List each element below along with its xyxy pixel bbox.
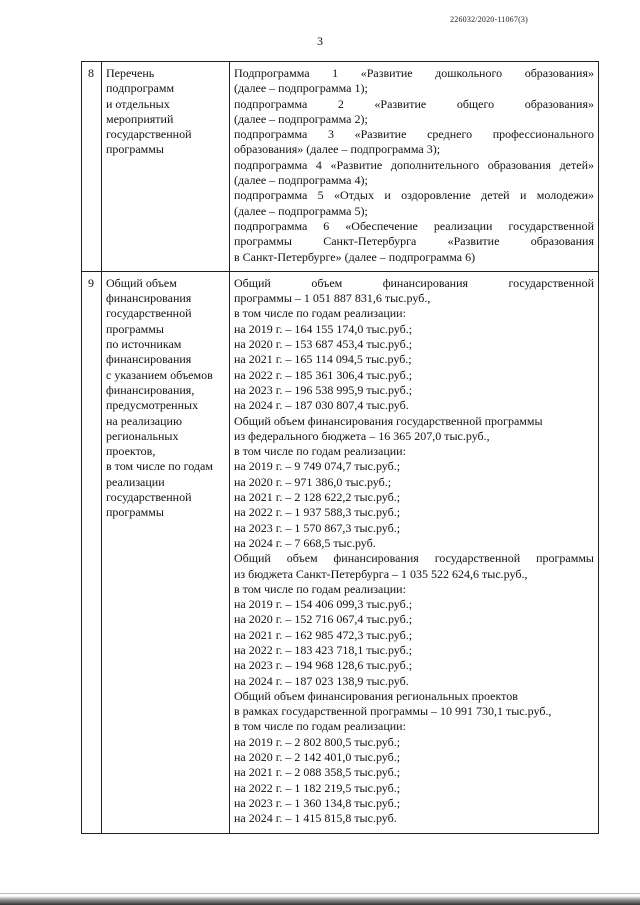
text-line: по источникам	[106, 337, 182, 352]
page-number: 3	[317, 34, 323, 48]
text-line: в том числе по годам реализации:	[234, 444, 406, 459]
text-line: (далее – подпрограмма 5);	[234, 203, 368, 218]
text-line: Общий объем финансирования региональных проектов	[234, 688, 518, 703]
text-line: программы Санкт-Петербурга «Развитие образования	[234, 234, 594, 249]
text-line: на 2020 г. – 152 716 067,4 тыс.руб.;	[234, 612, 413, 627]
text-line: на 2023 г. – 1 570 867,3 тыс.руб.;	[234, 520, 401, 535]
row-value	[230, 62, 599, 272]
text-line: на 2022 г. – 1 182 219,5 тыс.руб.;	[234, 780, 401, 795]
row-number: 8	[82, 62, 102, 272]
text-line: Общий объем	[106, 275, 177, 290]
text-line: государственной	[106, 490, 192, 505]
text-line: реализации	[106, 474, 165, 489]
text-line: на 2022 г. – 183 423 718,1 тыс.руб.;	[234, 642, 413, 657]
text-line: предусмотренных	[106, 398, 199, 413]
text-line: на 2022 г. – 185 361 306,4 тыс.руб.;	[234, 367, 413, 382]
text-line: Перечень	[106, 66, 155, 80]
text-line: на 2020 г. – 2 142 401,0 тыс.руб.;	[234, 750, 401, 765]
text-line: Общий объем финансирования государственной	[234, 275, 594, 290]
table-row	[82, 62, 599, 272]
row-value	[230, 271, 599, 833]
text-line: на 2023 г. – 194 968 128,6 тыс.руб.;	[234, 658, 413, 673]
text-line: подпрограмм	[106, 81, 175, 96]
text-line: на 2024 г. – 187 023 138,9 тыс.руб.	[234, 673, 409, 688]
text-line: на 2023 г. – 196 538 995,9 тыс.руб.;	[234, 382, 413, 397]
text-line: на 2024 г. – 7 668,5 тыс.руб.	[234, 535, 376, 550]
text-line: региональных	[106, 428, 179, 443]
text-line: финансирования	[106, 352, 192, 367]
text-line: на 2021 г. – 2 128 622,2 тыс.руб.;	[234, 490, 401, 505]
text-line: с указанием объемов	[106, 367, 213, 382]
text-line: из бюджета Санкт-Петербурга – 1 035 522 624,6 тыс.руб.,	[234, 566, 528, 581]
text-line: на 2024 г. – 187 030 807,4 тыс.руб.	[234, 398, 409, 413]
text-line: подпрограмма 2 «Развитие общего образования»	[234, 96, 594, 111]
program-passport-table	[81, 61, 599, 834]
text-line: и отдельных	[106, 96, 170, 111]
text-line: подпрограмма 3 «Развитие среднего профессионального	[234, 127, 594, 142]
text-line: на 2020 г. – 971 386,0 тыс.руб.;	[234, 474, 392, 489]
text-line: образования» (далее – подпрограмма 3);	[234, 142, 441, 157]
text-line: Подпрограмма 1 «Развитие дошкольного образования»	[234, 66, 594, 80]
text-line: государственной	[106, 306, 192, 321]
text-line: на 2022 г. – 1 937 588,3 тыс.руб.;	[234, 505, 401, 520]
text-line: на 2021 г. – 162 985 472,3 тыс.руб.;	[234, 627, 413, 642]
document-id: 226032/2020-11067(3)	[450, 15, 528, 24]
text-line: подпрограмма 5 «Отдых и оздоровление детей и молодежи»	[234, 188, 594, 203]
text-line: в том числе по годам реализации:	[234, 306, 406, 321]
text-line: Общий объем финансирования государственной программы	[234, 413, 543, 428]
text-line: на 2019 г. – 9 749 074,7 тыс.руб.;	[234, 459, 401, 474]
text-line: на 2019 г. – 164 155 174,0 тыс.руб.;	[234, 321, 413, 336]
text-line: на реализацию	[106, 413, 182, 428]
text-line: подпрограмма 6 «Обеспечение реализации государственной	[234, 218, 594, 233]
text-line: (далее – подпрограмма 2);	[234, 111, 368, 126]
text-line: в Санкт-Петербурге» (далее – подпрограмма 6)	[234, 249, 476, 264]
text-line: из федерального бюджета – 16 365 207,0 тыс.руб.,	[234, 428, 490, 443]
text-line: на 2021 г. – 165 114 094,5 тыс.руб.;	[234, 352, 412, 367]
text-line: программы	[106, 142, 164, 157]
text-line: мероприятий	[106, 111, 174, 126]
text-line: на 2019 г. – 154 406 099,3 тыс.руб.;	[234, 597, 413, 612]
text-line: на 2020 г. – 153 687 453,4 тыс.руб.;	[234, 337, 413, 352]
text-line: программы – 1 051 887 831,6 тыс.руб.,	[234, 291, 431, 306]
text-line: Общий объем финансирования государственной программы	[234, 551, 594, 566]
text-line: (далее – подпрограмма 4);	[234, 173, 368, 188]
text-line: на 2024 г. – 1 415 815,8 тыс.руб.	[234, 811, 397, 826]
text-line: в том числе по годам	[106, 459, 213, 474]
text-line: в том числе по годам реализации:	[234, 581, 406, 596]
text-line: в том числе по годам реализации:	[234, 719, 406, 734]
text-line: государственной	[106, 127, 192, 142]
table-row	[82, 271, 599, 833]
text-line: на 2023 г. – 1 360 134,8 тыс.руб.;	[234, 795, 401, 810]
text-line: программы	[106, 321, 164, 336]
scan-artifact-edge	[0, 896, 640, 905]
row-label	[102, 271, 230, 833]
row-label	[102, 62, 230, 272]
text-line: на 2021 г. – 2 088 358,5 тыс.руб.;	[234, 765, 401, 780]
text-line: на 2019 г. – 2 802 800,5 тыс.руб.;	[234, 734, 401, 749]
text-line: (далее – подпрограмма 1);	[234, 81, 368, 96]
scan-artifact-line	[0, 893, 640, 894]
text-line: программы	[106, 505, 164, 520]
text-line: в рамках государственной программы – 10 991 730,1 тыс.руб.,	[234, 704, 552, 719]
text-line: финансирования	[106, 291, 192, 306]
row-number: 9	[82, 271, 102, 833]
text-line: финансирования,	[106, 382, 195, 397]
text-line: проектов,	[106, 444, 156, 459]
text-line: подпрограмма 4 «Развитие дополнительного образования детей»	[234, 157, 594, 172]
